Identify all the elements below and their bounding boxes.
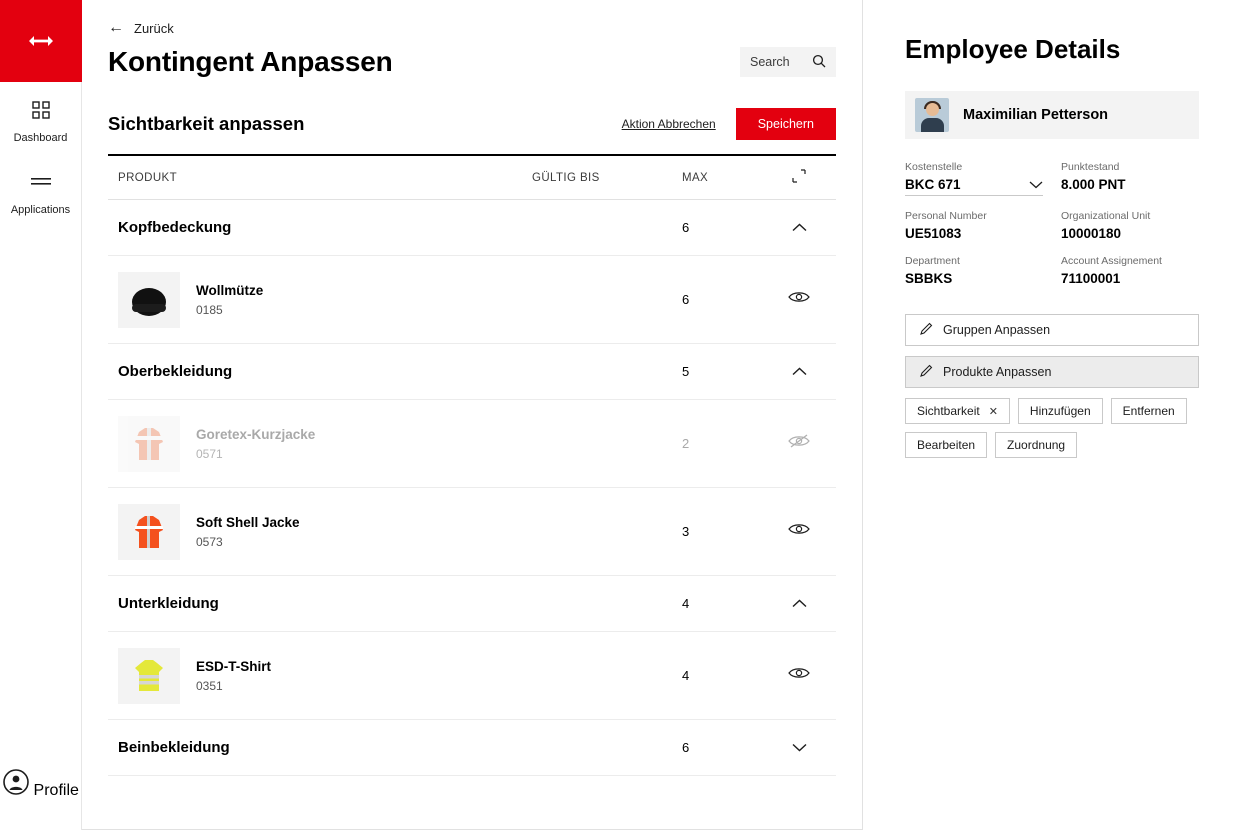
table-row <box>108 400 836 488</box>
table-row <box>108 256 836 344</box>
product-name: Wollmütze <box>196 282 264 298</box>
field-personal-number <box>905 210 1043 241</box>
column-header-valid-until: GÜLTIG BIS <box>532 171 600 184</box>
sidebar-item-profile-label: Profile <box>33 782 79 799</box>
chevron-down-icon <box>1029 178 1043 192</box>
cancel-action-link[interactable]: Aktion Abbrechen <box>621 117 716 131</box>
field-label: Organizational Unit <box>1061 210 1151 222</box>
employee-fields <box>905 161 1199 286</box>
employee-details-panel <box>863 0 1241 830</box>
chevron-up-icon[interactable] <box>762 364 836 379</box>
field-value: 8.000 PNT <box>1061 177 1126 192</box>
table-group-row[interactable] <box>108 344 836 400</box>
field-label: Personal Number <box>905 210 987 222</box>
table-group-row[interactable] <box>108 720 836 776</box>
field-department <box>905 255 1043 286</box>
field-label: Kostenstelle <box>905 161 963 173</box>
chip-label: Hinzufügen <box>1029 404 1091 418</box>
employee-name: Maximilian Petterson <box>963 107 1109 123</box>
group-name: Beinbekleidung <box>118 739 230 756</box>
field-label: Department <box>905 255 960 267</box>
table-header-row <box>108 156 836 200</box>
product-cell <box>108 272 532 328</box>
product-max: 2 <box>682 436 690 451</box>
group-max: 6 <box>682 740 690 755</box>
group-max: 5 <box>682 364 690 379</box>
back-button-label: Zurück <box>134 20 174 36</box>
chevron-up-icon[interactable] <box>762 596 836 611</box>
field-account-assignement <box>1061 255 1199 286</box>
gruppen-anpassen-label: Gruppen Anpassen <box>943 323 1051 337</box>
eye-icon[interactable] <box>762 290 836 309</box>
product-max: 6 <box>682 292 690 307</box>
section-actions <box>622 108 836 140</box>
product-name: Soft Shell Jacke <box>196 514 300 530</box>
product-code: 0571 <box>196 446 223 461</box>
product-cell <box>108 416 532 472</box>
panel-title: Employee Details <box>905 34 1121 64</box>
product-code: 0351 <box>196 678 223 693</box>
field-organizational-unit <box>1061 210 1199 241</box>
group-max: 6 <box>682 220 690 235</box>
eye-off-icon[interactable] <box>762 433 836 454</box>
sidebar-item-dashboard-label: Dashboard <box>13 132 68 144</box>
close-icon[interactable]: ✕ <box>988 405 998 418</box>
collapse-all-icon[interactable] <box>762 169 836 186</box>
sidebar-item-applications[interactable] <box>0 154 82 226</box>
chevron-down-icon[interactable] <box>762 740 836 755</box>
field-label: Punktestand <box>1061 161 1120 173</box>
section-title: Sichtbarkeit anpassen <box>108 113 305 134</box>
product-max: 4 <box>682 668 690 683</box>
chip-zuordnung[interactable] <box>995 432 1077 458</box>
section-header <box>108 108 836 154</box>
field-value: BKC 671 <box>905 177 961 192</box>
search-label: Search <box>750 55 790 69</box>
group-name: Unterkleidung <box>118 595 219 612</box>
app-logo[interactable] <box>0 0 82 82</box>
back-button[interactable] <box>82 0 862 42</box>
chip-label: Entfernen <box>1122 404 1175 418</box>
product-code: 0573 <box>196 534 223 549</box>
pencil-icon <box>920 322 933 338</box>
field-label: Account Assignement <box>1061 255 1162 267</box>
product-action-chips <box>905 398 1199 458</box>
arrow-left-icon: ← <box>108 19 124 36</box>
product-name: Goretex-Kurzjacke <box>196 426 316 442</box>
product-cell <box>108 504 532 560</box>
product-thumbnail-goretex-jacket <box>118 416 180 472</box>
field-value: UE51083 <box>905 226 962 241</box>
save-button[interactable]: Speichern <box>736 108 836 140</box>
left-navigation-rail <box>0 0 82 830</box>
search-icon <box>812 54 826 71</box>
employee-card[interactable] <box>905 91 1199 139</box>
pencil-icon <box>920 364 933 380</box>
table-group-row[interactable] <box>108 576 836 632</box>
group-max: 4 <box>682 596 690 611</box>
table-row <box>108 488 836 576</box>
product-code: 0185 <box>196 302 223 317</box>
field-value: SBBKS <box>905 271 953 286</box>
column-header-product: PRODUKT <box>118 171 178 184</box>
table-row <box>108 632 836 720</box>
sidebar-item-applications-label: Applications <box>10 204 71 216</box>
search-input[interactable] <box>740 47 836 77</box>
chip-label: Bearbeiten <box>917 438 976 452</box>
chip-hinzufuegen[interactable] <box>1018 398 1103 424</box>
table-group-row[interactable] <box>108 200 836 256</box>
chip-sichtbarkeit[interactable] <box>905 398 1010 424</box>
eye-icon[interactable] <box>762 522 836 541</box>
produkte-anpassen-label: Produkte Anpassen <box>943 365 1052 379</box>
sidebar-item-dashboard[interactable] <box>0 82 82 154</box>
chip-entfernen[interactable] <box>1111 398 1187 424</box>
user-circle-icon <box>3 782 33 799</box>
field-punktestand <box>1061 161 1199 196</box>
chip-label: Zuordnung <box>1007 438 1066 452</box>
product-table <box>108 154 836 830</box>
kostenstelle-select[interactable] <box>905 177 1043 196</box>
field-kostenstelle <box>905 161 1043 196</box>
avatar <box>915 98 949 132</box>
menu-icon <box>0 172 82 198</box>
product-thumbnail-esd-shirt <box>118 648 180 704</box>
gruppen-anpassen-button[interactable] <box>905 314 1199 346</box>
grid-icon <box>0 100 82 126</box>
produkte-anpassen-button[interactable] <box>905 356 1199 388</box>
product-thumbnail-beanie <box>118 272 180 328</box>
product-cell <box>108 648 532 704</box>
field-value: 71100001 <box>1061 271 1121 286</box>
chip-bearbeiten[interactable] <box>905 432 987 458</box>
product-name: ESD-T-Shirt <box>196 658 272 674</box>
chip-label: Sichtbarkeit <box>917 404 980 418</box>
chevron-up-icon[interactable] <box>762 220 836 235</box>
sbb-logo-icon <box>28 34 54 48</box>
group-name: Kopfbedeckung <box>118 219 232 236</box>
product-max: 3 <box>682 524 690 539</box>
page-title: Kontingent Anpassen <box>108 46 393 77</box>
main-content <box>82 0 863 830</box>
eye-icon[interactable] <box>762 666 836 685</box>
field-value: 10000180 <box>1061 226 1122 241</box>
page-header <box>82 42 862 78</box>
product-thumbnail-softshell-jacket <box>118 504 180 560</box>
column-header-max: MAX <box>682 171 709 184</box>
group-name: Oberbekleidung <box>118 363 233 380</box>
sidebar-item-profile[interactable] <box>0 769 82 800</box>
